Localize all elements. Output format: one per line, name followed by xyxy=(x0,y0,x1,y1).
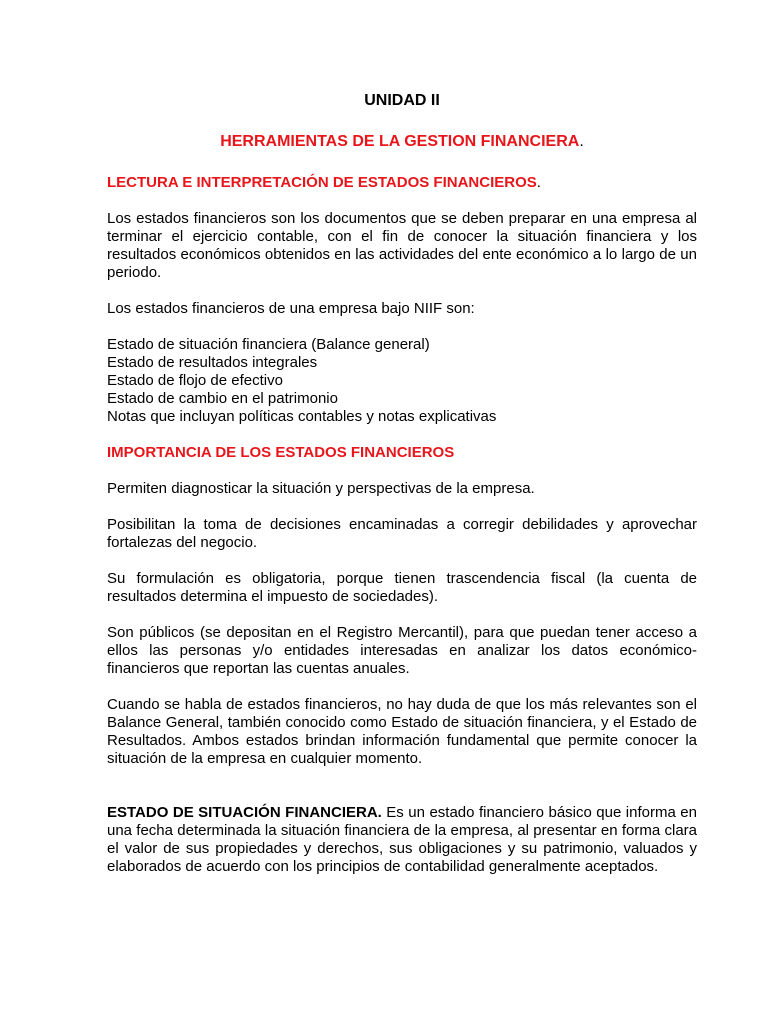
estado-situacion-text: Es un estado financiero básico que informa en una fecha determinada la situación financiera de la empresa, al presentar en forma clara el valor de sus propiedades y derechos, sus obligaciones y su patrimonio, valuados y elaborados de acuerdo con los principios de contabilidad generalmente aceptados. xyxy=(107,804,697,875)
list-item: Estado de flojo de efectivo xyxy=(107,372,283,389)
main-title-punct: . xyxy=(579,133,584,150)
list-item: Estado de situación financiera (Balance general) xyxy=(107,336,430,353)
paragraph-importancia-3: Su formulación es obligatoria, porque tienen trascendencia fiscal (la cuenta de resultados determina el impuesto de sociedades). xyxy=(107,570,697,605)
section-heading-importancia: IMPORTANCIA DE LOS ESTADOS FINANCIEROS xyxy=(107,444,455,461)
paragraph-importancia-2: Posibilitan la toma de decisiones encaminadas a corregir debilidades y aprovechar fortalezas del negocio. xyxy=(107,516,697,551)
list-item: Estado de resultados integrales xyxy=(107,354,318,371)
paragraph-definicion: Los estados financieros son los documentos que se deben preparar en una empresa al terminar el ejercicio contable, con el fin de conocer la situación financiera y los resultados económicos obtenidos en las actividades del ente económico a lo largo de un periodo. xyxy=(107,210,697,281)
paragraph-importancia-1: Permiten diagnosticar la situación y perspectivas de la empresa. xyxy=(107,480,535,497)
estado-situacion-lead: ESTADO DE SITUACIÓN FINANCIERA. xyxy=(107,804,382,821)
paragraph-estado-situacion xyxy=(107,804,697,876)
section-heading-lectura-punct: . xyxy=(536,174,541,191)
paragraph-importancia-4: Son públicos (se depositan en el Registro Mercantil), para que puedan tener acceso a ellos las personas y/o entidades interesadas en analizar los datos económico-financieros que reportan las cuentas anuales. xyxy=(107,624,697,677)
main-title-text: HERRAMIENTAS DE LA GESTION FINANCIERA xyxy=(220,133,580,150)
paragraph-importancia-5: Cuando se habla de estados financieros, no hay duda de que los más relevantes son el Balance General, también conocido como Estado de situación financiera, y el Estado de Resultados. Ambos estados brindan información fundamental que permite conocer la situación de la empresa en cualquier momento. xyxy=(107,696,697,767)
financial-statements-list xyxy=(107,336,697,426)
main-title xyxy=(107,133,697,151)
list-item: Notas que incluyan políticas contables y notas explicativas xyxy=(107,408,497,425)
section-heading-lectura xyxy=(107,174,697,192)
document-body xyxy=(107,92,697,876)
section-heading-lectura-text: LECTURA E INTERPRETACIÓN DE ESTADOS FINANCIEROS xyxy=(107,174,537,191)
unit-title-text: UNIDAD II xyxy=(364,92,440,109)
unit-title xyxy=(107,92,697,110)
paragraph-niif-intro: Los estados financieros de una empresa bajo NIIF son: xyxy=(107,300,475,317)
list-item: Estado de cambio en el patrimonio xyxy=(107,390,338,407)
